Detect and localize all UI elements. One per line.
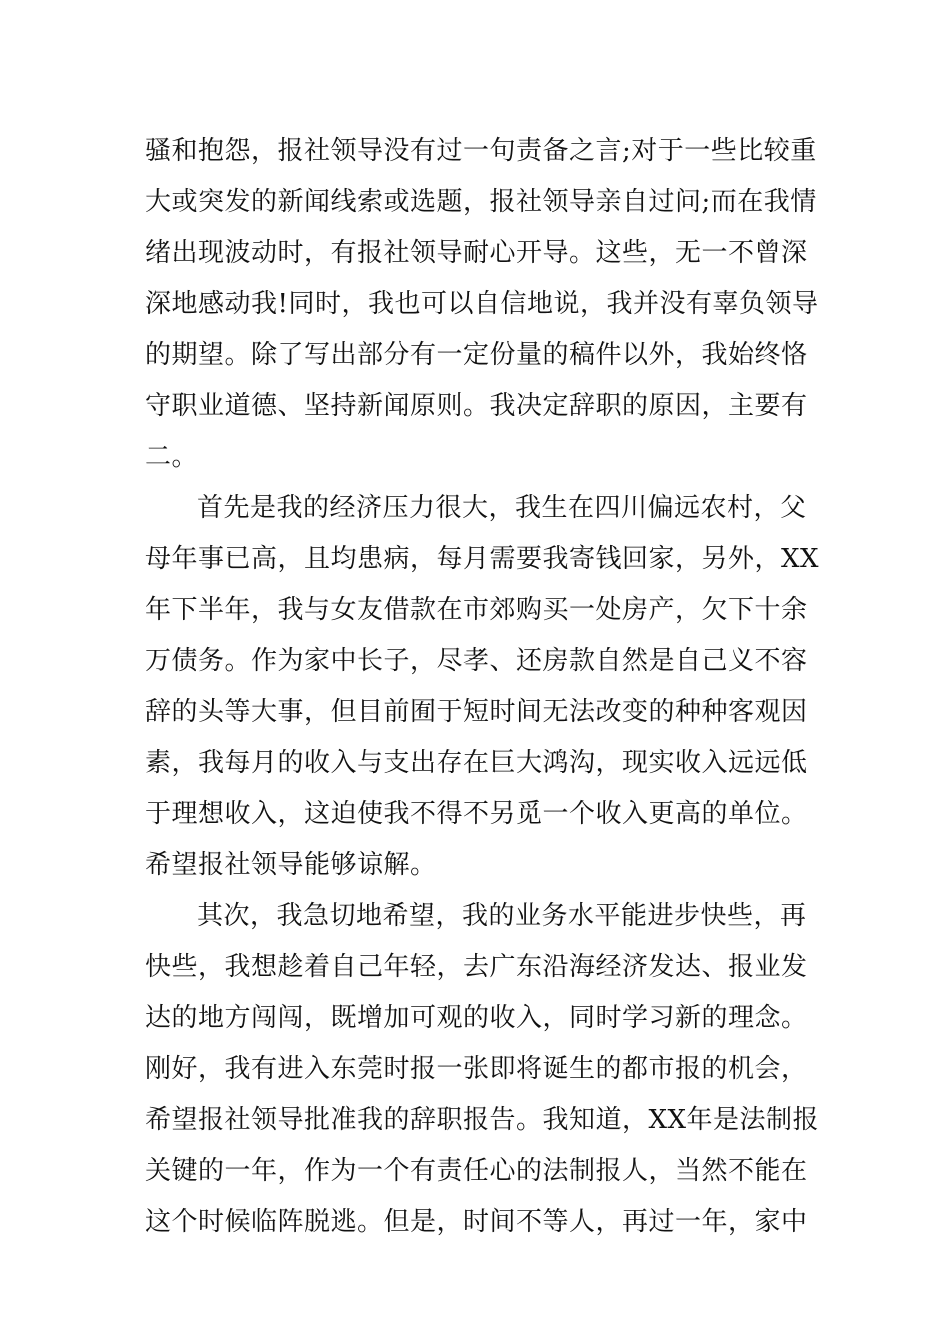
text-line: 骚和抱怨，报社领导没有过一句责备之言;对于一些比较重 (145, 136, 817, 166)
document-body (145, 126, 820, 1248)
text-line: 辞的头等大事，但目前囿于短时间无法改变的种种客观因 (145, 697, 808, 727)
text-line: 快些，我想趁着自己年轻，去广东沿海经济发达、报业发 (145, 952, 808, 982)
text-line: 于理想收入，这迫使我不得不另觅一个收入更高的单位。 (145, 799, 808, 829)
text-line: 刚好，我有进入东莞时报一张即将诞生的都市报的机会， (145, 1054, 808, 1084)
paragraph-start-line: 首先是我的经济压力很大，我生在四川偏远农村，父 (197, 493, 807, 523)
text-line: 的期望。除了写出部分有一定份量的稿件以外，我始终恪 (145, 340, 808, 370)
text-line: 守职业道德、坚持新闻原则。我决定辞职的原因，主要有 (145, 391, 808, 421)
text-line: 希望报社领导批准我的辞职报告。我知道，XX年是法制报 (145, 1105, 820, 1135)
text-line: 达的地方闯闯，既增加可观的收入，同时学习新的理念。 (145, 1003, 808, 1033)
text-line: 素，我每月的收入与支出存在巨大鸿沟，现实收入远远低 (145, 748, 808, 778)
text-line: 年下半年，我与女友借款在市郊购买一处房产，欠下十余 (145, 595, 808, 625)
text-line: 深地感动我!同时，我也可以自信地说，我并没有辜负领导 (145, 289, 819, 319)
text-line: 母年事已高，且均患病，每月需要我寄钱回家，另外，XX (145, 544, 820, 574)
paragraph-start-line: 其次，我急切地希望，我的业务水平能进步快些，再 (197, 901, 807, 931)
text-line: 这个时候临阵脱逃。但是，时间不等人，再过一年，家中 (145, 1207, 808, 1237)
text-line: 二。 (145, 442, 199, 472)
text-line: 万债务。作为家中长子，尽孝、还房款自然是自己义不容 (145, 646, 808, 676)
text-line: 大或突发的新闻线索或选题，报社领导亲自过问;而在我情 (145, 187, 817, 217)
text-line: 绪出现波动时，有报社领导耐心开导。这些，无一不曾深 (145, 238, 808, 268)
text-line: 希望报社领导能够谅解。 (145, 850, 437, 880)
text-line: 关键的一年，作为一个有责任心的法制报人，当然不能在 (145, 1156, 808, 1186)
